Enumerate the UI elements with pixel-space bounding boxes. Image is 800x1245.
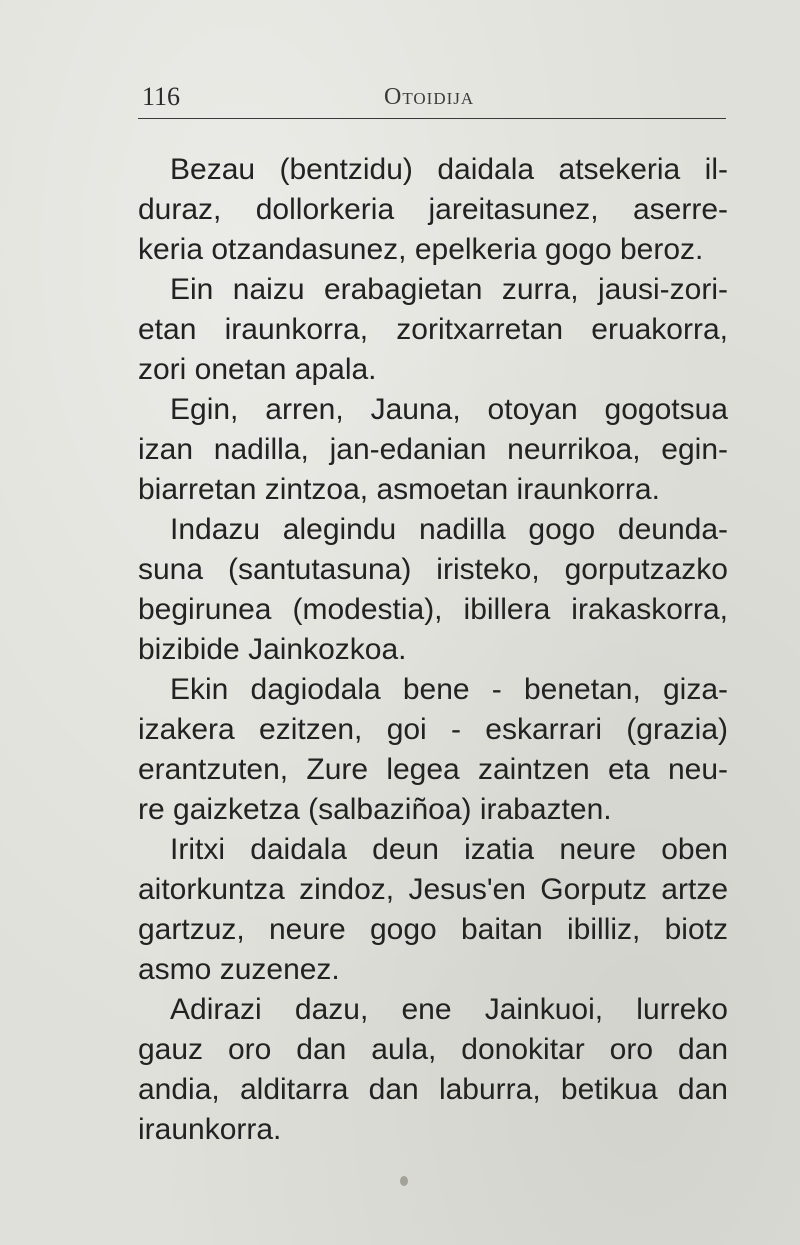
prayer-text [138,150,728,1150]
text-line: gartzuz, neure gogo baitan ibilliz, biotz [138,913,728,946]
ornament-dot [400,1176,408,1186]
page-number: 116 [142,82,181,111]
text-line: asmo zuzenez. [138,953,340,986]
text-line: Ein naizu erabagietan zurra, jausi-zori- [170,273,728,306]
text-line: erantzuten, Zure legea zaintzen eta neu- [138,753,728,786]
text-line: gauz oro dan aula, donokitar oro dan [138,1033,728,1066]
text-line: Egin, arren, Jauna, otoyan gogotsua [170,393,728,426]
text-line: duraz, dollorkeria jareitasunez, aserre- [138,193,728,226]
text-line: aitorkuntza zindoz, Jesus'en Gorputz artze [138,873,728,906]
text-line: andia, alditarra dan laburra, betikua dan [138,1073,728,1106]
text-line: Ekin dagiodala bene - benetan, giza- [170,673,728,706]
text-line: begirunea (modestia), ibillera irakaskorra, [138,593,728,626]
text-line: zori onetan apala. [138,353,377,386]
text-line: biarretan zintzoa, asmoetan iraunkorra. [138,473,660,506]
text-line: Bezau (bentzidu) daidala atsekeria il- [170,153,728,186]
text-line: izakera ezitzen, goi - eskarrari (grazia) [138,713,728,746]
text-line: bizibide Jainkozkoa. [138,633,407,666]
header-rule [138,118,726,119]
page-header [138,82,726,122]
running-title: Otoidija [384,84,475,110]
text-line: iraunkorra. [138,1113,282,1146]
text-line: Adirazi dazu, ene Jainkuoi, lurreko [170,993,728,1026]
text-line: etan iraunkorra, zoritxarretan eruakorra, [138,313,728,346]
text-line: Iritxi daidala deun izatia neure oben [170,833,728,866]
text-line: keria otzandasunez, epelkeria gogo beroz. [138,233,704,266]
text-line: suna (santutasuna) iristeko, gorputzazko [138,553,728,586]
text-line: Indazu alegindu nadilla gogo deunda- [170,513,728,546]
text-line: re gaizketza (salbaziñoa) irabazten. [138,793,612,826]
text-line: izan nadilla, jan-edanian neurrikoa, egin- [138,433,728,466]
